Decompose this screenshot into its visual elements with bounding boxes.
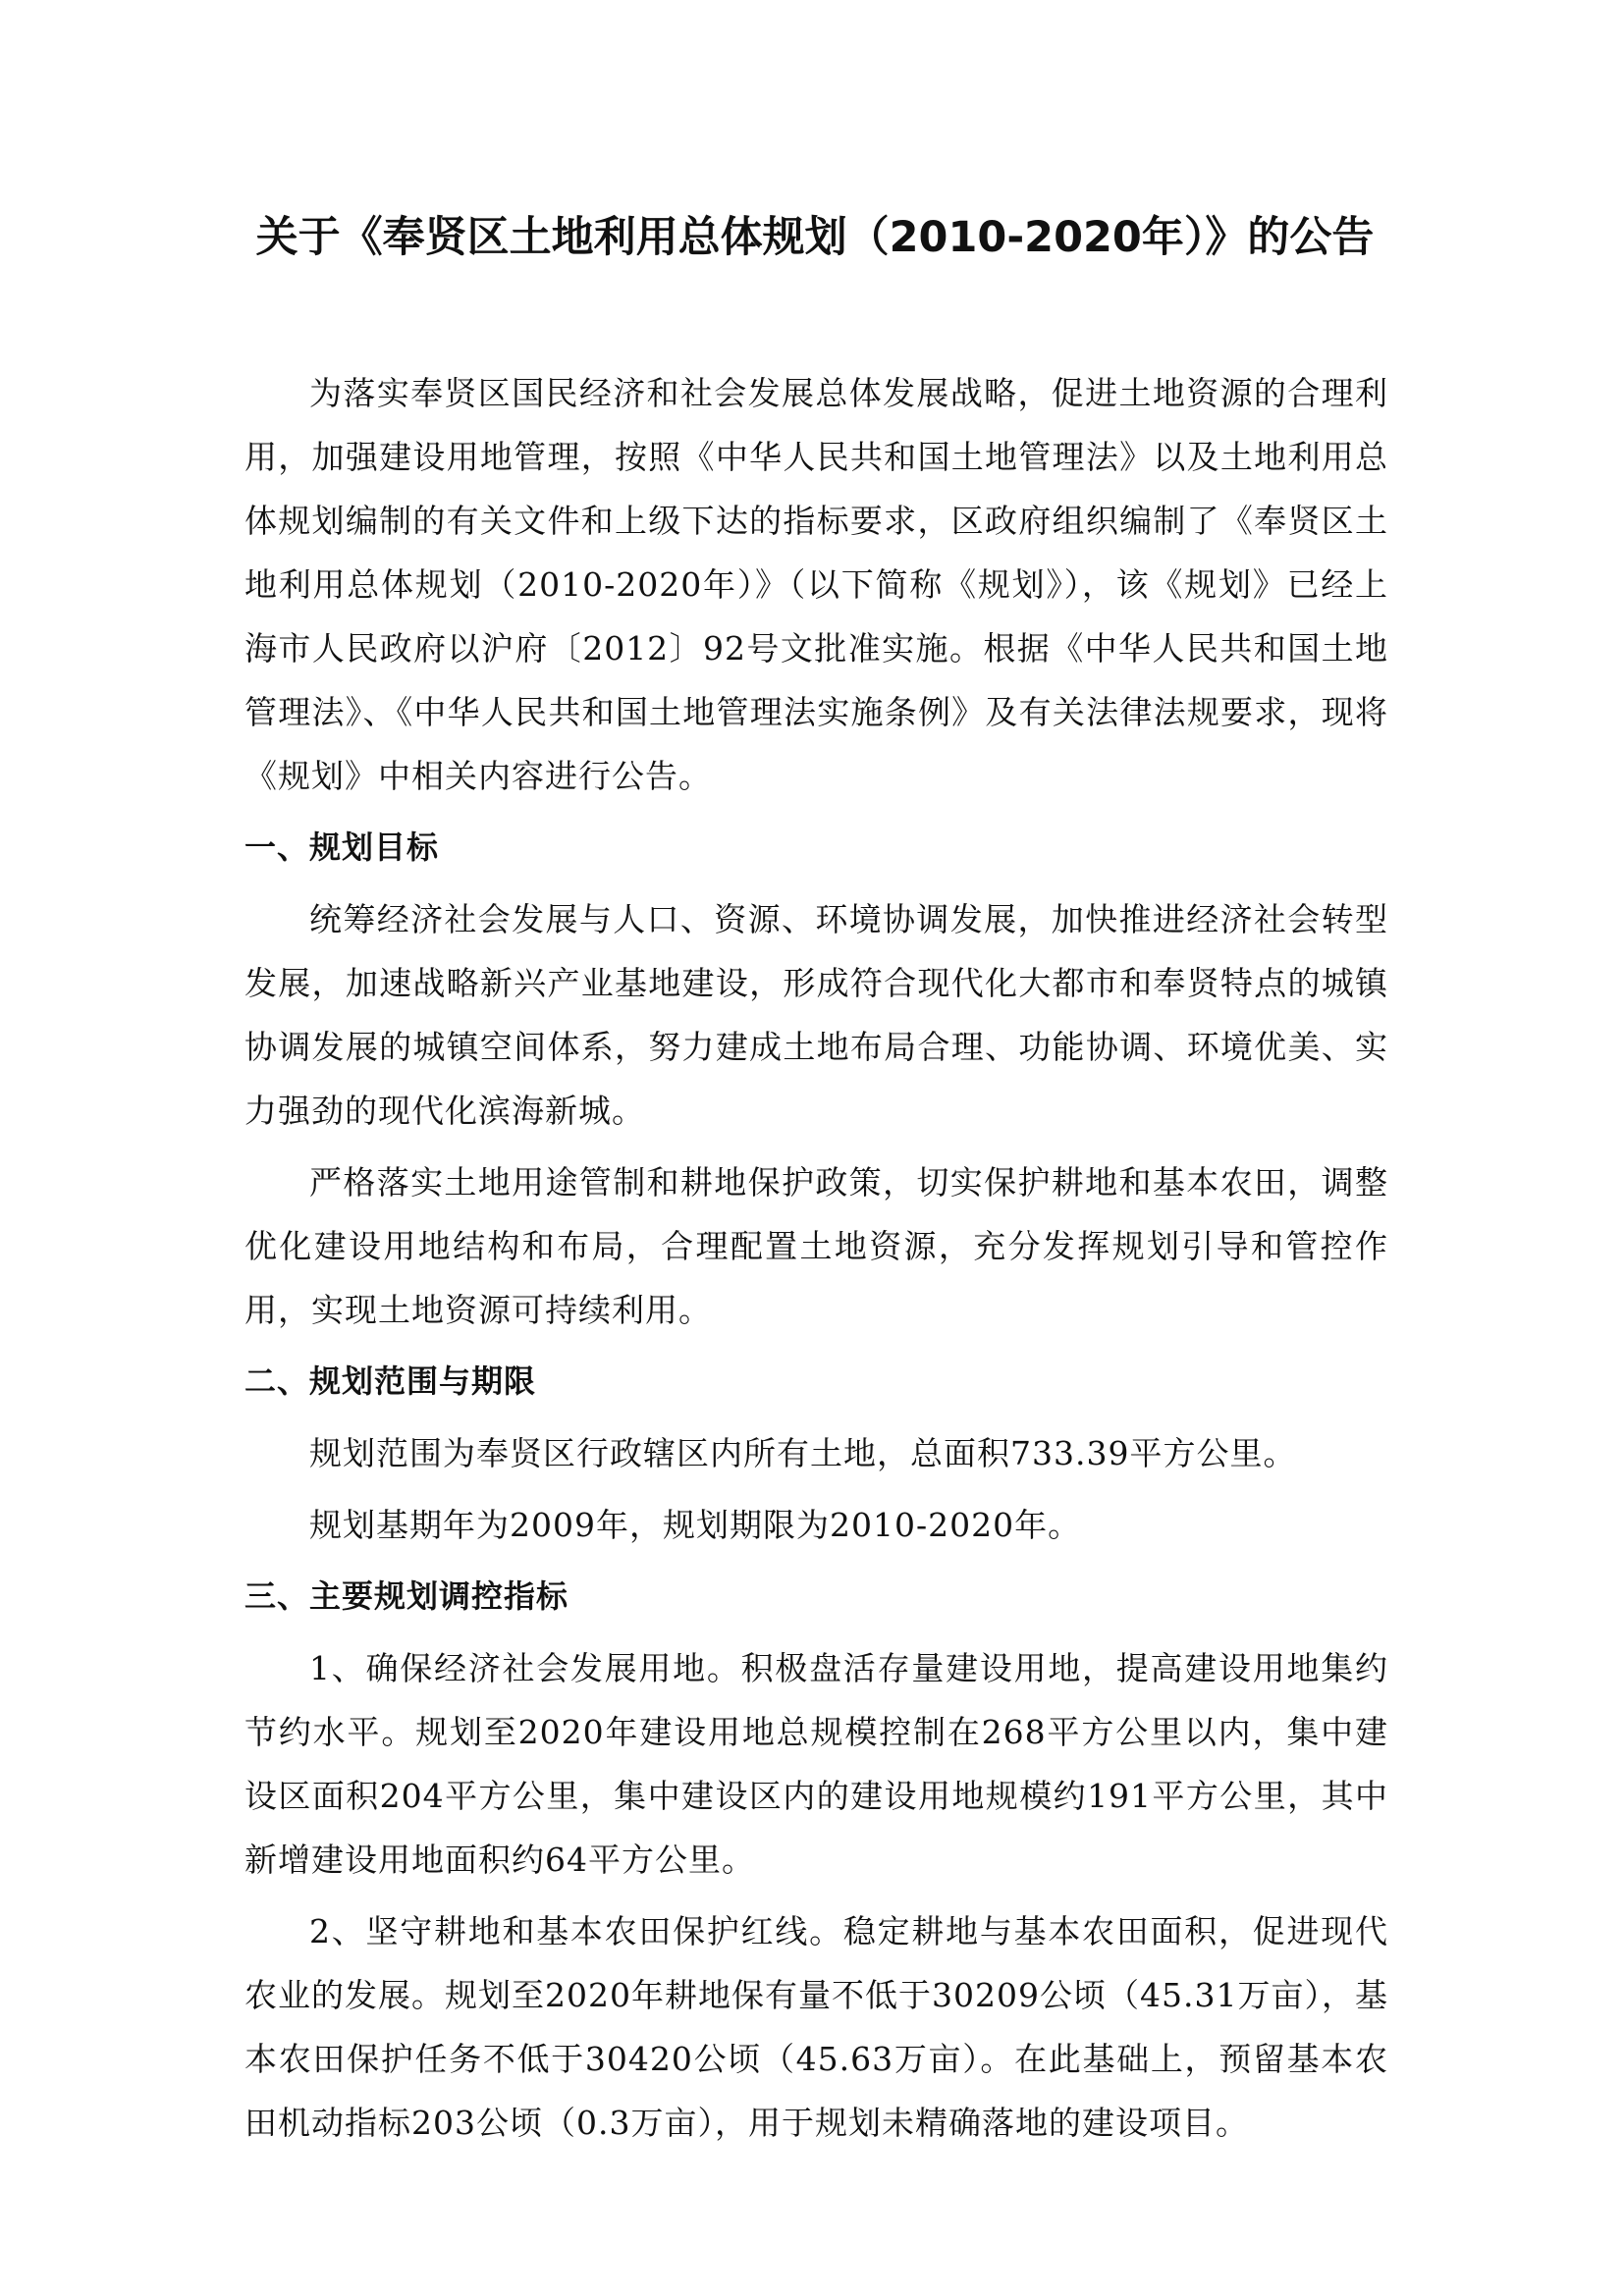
section-paragraph: 严格落实土地用途管制和耕地保护政策，切实保护耕地和基本农田，调整优化建设用地结构和布局，合理配置土地资源，充分发挥规划引导和管控作用，实现土地资源可持续利用。 <box>244 1163 1388 1329</box>
section-control-indicators <box>244 1565 1388 2155</box>
section-goals <box>244 816 1388 1342</box>
section-heading: 二、规划范围与期限 <box>244 1362 537 1400</box>
section-paragraph: 1、确保经济社会发展用地。积极盘活存量建设用地，提高建设用地集约节约水平。规划至2020年建设用地总规模控制在268平方公里以内，集中建设区面积204平方公里，集中建设区内的建设用地规模约191平方公里，其中新增建设用地面积约64平方公里。 <box>244 1649 1388 1879</box>
section-heading: 三、主要规划调控指标 <box>244 1577 569 1615</box>
section-scope-period <box>244 1350 1388 1557</box>
section-paragraph: 2、坚守耕地和基本农田保护红线。稳定耕地与基本农田面积，促进现代农业的发展。规划至2020年耕地保有量不低于30209公顷（45.31万亩），基本农田保护任务不低于30420公顷（45.63万亩）。在此基础上，预留基本农田机动指标203公顷（0.3万亩），用于规划未精确落地的建设项目。 <box>244 1912 1388 2142</box>
section-heading: 一、规划目标 <box>244 828 440 866</box>
section-paragraph: 统筹经济社会发展与人口、资源、环境协调发展，加快推进经济社会转型发展，加速战略新兴产业基地建设，形成符合现代化大都市和奉贤特点的城镇协调发展的城镇空间体系，努力建成土地布局合理、功能协调、环境优美、实力强劲的现代化滨海新城。 <box>244 900 1388 1130</box>
section-paragraph: 规划范围为奉贤区行政辖区内所有土地，总面积733.39平方公里。 <box>309 1434 1297 1472</box>
intro-paragraph: 为落实奉贤区国民经济和社会发展总体发展战略，促进土地资源的合理利用，加强建设用地管理，按照《中华人民共和国土地管理法》以及土地利用总体规划编制的有关文件和上级下达的指标要求，区政府组织编制了《奉贤区土地利用总体规划（2010-2020年）》（以下简称《规划》），该《规划》已经上海市人民政府以沪府〔2012〕92号文批准实施。根据《中华人民共和国土地管理法》、《中华人民共和国土地管理法实施条例》及有关法律法规要求，现将《规划》中相关内容进行公告。 <box>244 374 1388 795</box>
document-title: 关于《奉贤区土地利用总体规划（2010-2020年）》的公告 <box>255 213 1375 262</box>
section-paragraph: 规划基期年为2009年，规划期限为2010-2020年。 <box>309 1506 1082 1544</box>
document-body <box>244 361 1388 2163</box>
